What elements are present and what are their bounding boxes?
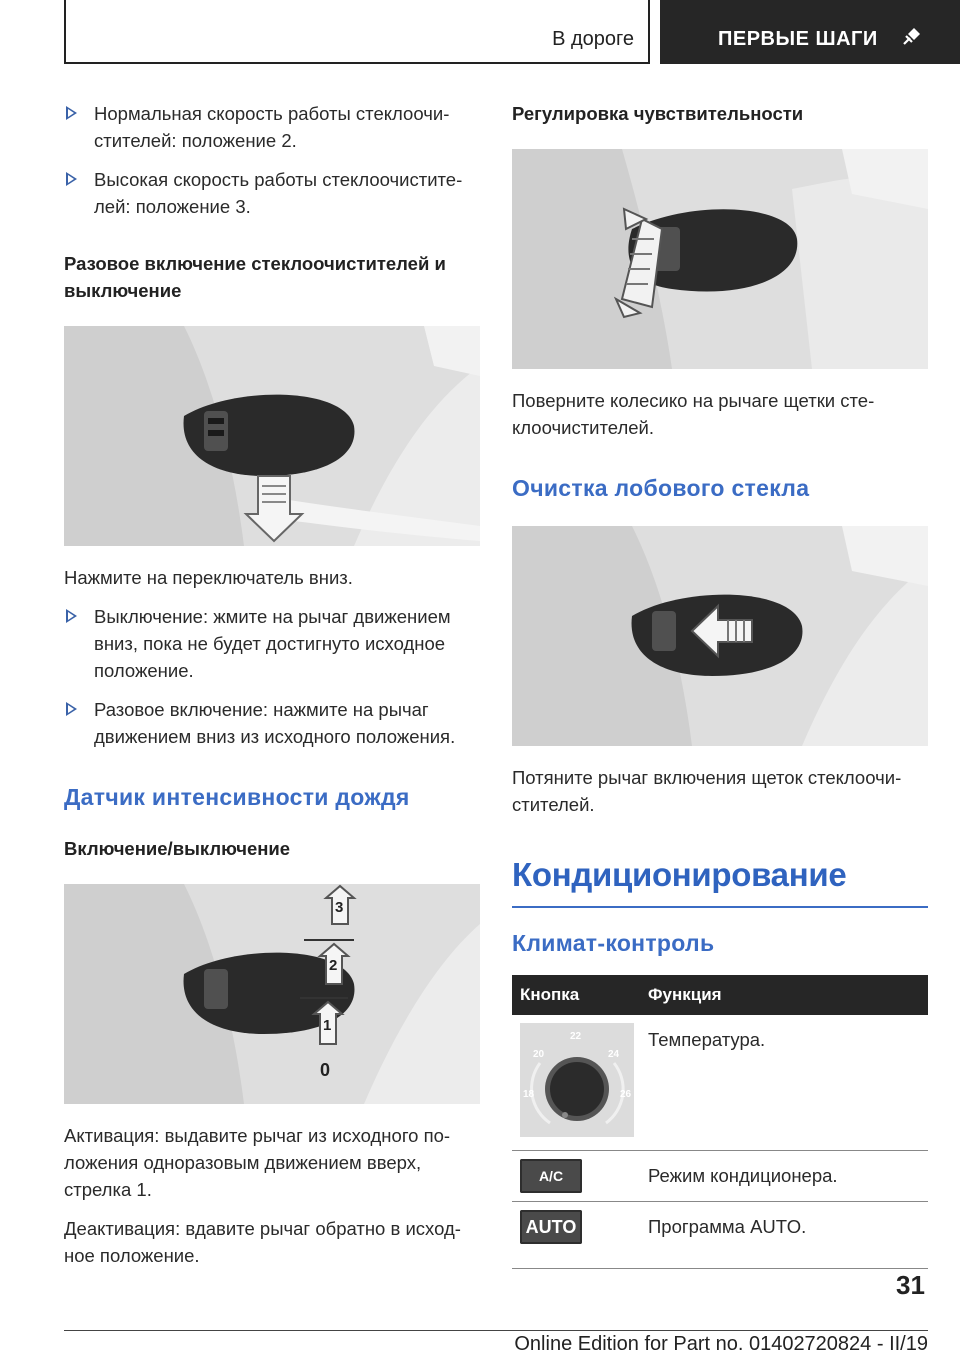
caption-pull-lever: Потяните рычаг включения щеток стеклоочистителей. — [512, 767, 902, 815]
svg-text:26: 26 — [620, 1089, 632, 1100]
position-label-2: 2 — [329, 957, 338, 974]
svg-text:24: 24 — [608, 1049, 620, 1060]
svg-text:22: 22 — [570, 1031, 582, 1042]
bullet-single-on: Разовое включение: нажмите на рычаг движением вниз из исходного положения. — [64, 696, 480, 750]
table-cell-button — [512, 1015, 640, 1151]
position-label-0: 0 — [320, 1060, 331, 1080]
image-lever-press-down — [64, 326, 480, 546]
header-chapter-box — [660, 0, 960, 64]
bullet-triangle-icon — [66, 609, 77, 623]
svg-text:18: 18 — [523, 1089, 535, 1100]
paragraph-deactivation: Деактивация: вдавите рычаг обратно в исходное положение. — [64, 1218, 461, 1266]
table-row — [512, 1202, 928, 1269]
left-column — [64, 100, 480, 1281]
right-column — [512, 100, 928, 1269]
bullet-triangle-icon — [66, 702, 77, 716]
heading-air-conditioning: Кондиционирование — [512, 856, 847, 893]
table-cell-button — [512, 1151, 640, 1202]
image-lever-positions — [64, 884, 480, 1104]
table-cell-button — [512, 1202, 640, 1269]
bullet-speed-2: Нормальная скорость работы стеклоочистителей: положение 2. — [64, 100, 480, 154]
caption-turn-wheel: Поверните колесико на рычаге щетки стеклоочистителей. — [512, 390, 875, 438]
heading-windshield-wash: Очистка лобового стекла — [512, 475, 810, 501]
header-chapter-label: ПЕРВЫЕ ШАГИ — [718, 28, 878, 50]
caption-press-switch: Нажмите на переключатель вниз. — [64, 567, 353, 588]
table-header-row — [512, 975, 928, 1015]
image-lever-wheel — [512, 149, 928, 369]
heading-on-off: Включение/выключение — [64, 838, 291, 859]
table-cell-function: Температура. — [640, 1015, 928, 1151]
heading-rule — [512, 906, 928, 908]
position-label-3: 3 — [335, 899, 344, 916]
bullet-triangle-icon — [66, 106, 77, 120]
temperature-dial-icon — [520, 1023, 634, 1137]
heading-rain-sensor: Датчик интенсивности дождя — [64, 784, 410, 810]
image-lever-pull — [512, 526, 928, 746]
table-row — [512, 1151, 928, 1202]
auto-button-icon: AUTO — [520, 1210, 582, 1244]
paragraph-activation: Активация: выдавите рычаг из исходного положения одноразовым движением вверх, стрелка 1. — [64, 1125, 451, 1200]
footer-edition: Online Edition for Part no. 01402720824 - II/19 — [514, 1333, 928, 1355]
page-number: 31 — [896, 1270, 925, 1300]
bullet-speed-3: Высокая скорость работы стеклоочистителей: положение 3. — [64, 166, 480, 220]
chapter-pin-icon — [900, 26, 922, 48]
heading-climate-control: Климат-контроль — [512, 930, 715, 956]
header-section-box — [64, 0, 650, 64]
function-table — [512, 975, 928, 1269]
table-cell-function: Режим кондиционера. — [640, 1151, 928, 1202]
heading-single-wipe: Разовое включение стеклоочистителей и выключение — [64, 253, 446, 301]
table-row — [512, 1015, 928, 1151]
position-label-1: 1 — [323, 1017, 332, 1034]
svg-text:20: 20 — [533, 1049, 545, 1060]
ac-button-icon: A/C — [520, 1159, 582, 1193]
table-header-button: Кнопка — [512, 975, 640, 1015]
footer-rule — [64, 1330, 928, 1331]
heading-sensitivity: Регулировка чувствительности — [512, 103, 804, 124]
table-cell-function: Программа AUTO. — [640, 1202, 928, 1269]
bullet-triangle-icon — [66, 172, 77, 186]
table-header-function: Функция — [640, 975, 928, 1015]
bullet-turn-off: Выключение: жмите на рычаг движением вниз, пока не будет достигнуто исходное положение. — [64, 603, 480, 684]
header-section-label: В дороге — [552, 28, 634, 50]
